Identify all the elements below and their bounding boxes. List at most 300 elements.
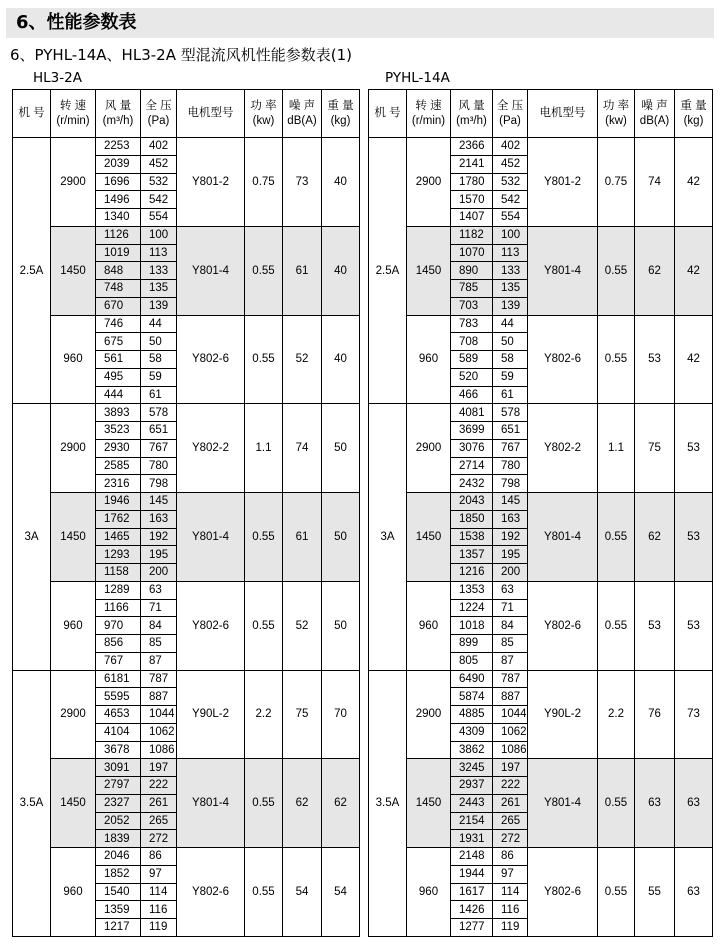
airflow-cell: 3699 — [451, 422, 493, 440]
airflow-cell: 1070 — [451, 244, 493, 262]
pressure-cell: 61 — [493, 386, 528, 404]
airflow-cell: 899 — [451, 635, 493, 653]
column-header — [675, 90, 713, 138]
pressure-cell: 44 — [493, 315, 528, 333]
pressure-cell: 85 — [141, 635, 177, 653]
weight-cell: 50 — [322, 404, 360, 493]
column-header-text: 功 率 — [602, 99, 630, 112]
pressure-cell: 542 — [493, 191, 528, 209]
power-cell: 0.75 — [598, 138, 635, 227]
column-header-text: (kw) — [605, 114, 627, 127]
table-row — [13, 670, 360, 688]
pressure-cell: 1062 — [493, 723, 528, 741]
performance-table-right — [368, 89, 713, 937]
table-row — [13, 848, 360, 866]
model-cell: 3A — [13, 404, 51, 670]
pressure-cell: 139 — [141, 297, 177, 315]
table-row — [13, 226, 360, 244]
table-row — [13, 581, 360, 599]
table-row — [369, 493, 713, 511]
column-header-text: 噪 声 — [288, 99, 316, 112]
airflow-cell: 1340 — [96, 209, 141, 227]
pressure-cell: 578 — [141, 404, 177, 422]
weight-cell: 53 — [675, 581, 713, 670]
column-header-text: 噪 声 — [641, 99, 668, 112]
power-cell: 0.55 — [245, 226, 283, 315]
noise-cell: 75 — [635, 404, 675, 493]
airflow-cell: 970 — [96, 617, 141, 635]
pressure-cell: 452 — [493, 155, 528, 173]
weight-cell: 40 — [322, 315, 360, 404]
pressure-cell: 100 — [141, 226, 177, 244]
section-title: 6、性能参数表 — [16, 12, 137, 33]
motor-cell: Y801-4 — [528, 759, 598, 848]
airflow-cell: 1353 — [451, 581, 493, 599]
airflow-cell: 4104 — [96, 723, 141, 741]
airflow-cell: 561 — [96, 351, 141, 369]
pressure-cell: 767 — [493, 439, 528, 457]
power-cell: 0.55 — [598, 493, 635, 582]
pressure-cell: 97 — [493, 865, 528, 883]
power-cell: 0.55 — [598, 848, 635, 937]
airflow-cell: 1839 — [96, 830, 141, 848]
pressure-cell: 200 — [141, 564, 177, 582]
airflow-cell: 675 — [96, 333, 141, 351]
speed-cell: 960 — [407, 315, 451, 404]
airflow-cell: 805 — [451, 652, 493, 670]
weight-cell: 40 — [322, 138, 360, 227]
airflow-cell: 2039 — [96, 155, 141, 173]
airflow-cell: 3862 — [451, 741, 493, 759]
airflow-cell: 2366 — [451, 138, 493, 156]
table-label-left: HL3-2A — [33, 70, 82, 86]
pressure-cell: 145 — [141, 493, 177, 511]
pressure-cell: 139 — [493, 297, 528, 315]
motor-cell: Y802-6 — [528, 581, 598, 670]
weight-cell: 54 — [322, 848, 360, 937]
pressure-cell: 59 — [141, 368, 177, 386]
airflow-cell: 2154 — [451, 812, 493, 830]
pressure-cell: 163 — [493, 510, 528, 528]
airflow-cell: 1158 — [96, 564, 141, 582]
speed-cell: 960 — [51, 848, 96, 937]
performance-table-left — [12, 89, 360, 937]
pressure-cell: 554 — [141, 209, 177, 227]
pressure-cell: 1044 — [493, 706, 528, 724]
speed-cell: 1450 — [407, 493, 451, 582]
motor-cell: Y802-6 — [177, 848, 245, 937]
pressure-cell: 780 — [141, 457, 177, 475]
column-header-text: dB(A) — [287, 114, 317, 127]
power-cell: 2.2 — [245, 670, 283, 759]
pressure-cell: 84 — [493, 617, 528, 635]
pressure-cell: 532 — [141, 173, 177, 191]
weight-cell: 50 — [322, 493, 360, 582]
pressure-cell: 787 — [141, 670, 177, 688]
pressure-cell: 1086 — [141, 741, 177, 759]
airflow-cell: 589 — [451, 351, 493, 369]
airflow-cell: 1426 — [451, 901, 493, 919]
pressure-cell: 63 — [141, 581, 177, 599]
airflow-cell: 2253 — [96, 138, 141, 156]
power-cell: 0.55 — [245, 759, 283, 848]
pressure-cell: 265 — [493, 812, 528, 830]
column-header-text: 机 号 — [18, 107, 45, 119]
airflow-cell: 2046 — [96, 848, 141, 866]
airflow-cell: 2930 — [96, 439, 141, 457]
pressure-cell: 163 — [141, 510, 177, 528]
pressure-cell: 135 — [493, 280, 528, 298]
model-cell: 2.5A — [13, 138, 51, 404]
airflow-cell: 4081 — [451, 404, 493, 422]
speed-cell: 960 — [407, 581, 451, 670]
pressure-cell: 402 — [493, 138, 528, 156]
power-cell: 0.55 — [598, 226, 635, 315]
table-label-right: PYHL-14A — [385, 70, 450, 86]
noise-cell: 73 — [283, 138, 322, 227]
power-cell: 0.55 — [598, 315, 635, 404]
airflow-cell: 767 — [96, 652, 141, 670]
noise-cell: 62 — [635, 493, 675, 582]
table-row — [369, 226, 713, 244]
airflow-cell: 2052 — [96, 812, 141, 830]
column-header-text: 重 量 — [327, 99, 354, 112]
airflow-cell: 746 — [96, 315, 141, 333]
column-header-text: (kw) — [252, 114, 275, 127]
pressure-cell: 50 — [141, 333, 177, 351]
noise-cell: 74 — [635, 138, 675, 227]
pressure-cell: 265 — [141, 812, 177, 830]
table-row — [13, 138, 360, 156]
airflow-cell: 6490 — [451, 670, 493, 688]
airflow-cell: 1946 — [96, 493, 141, 511]
model-cell: 3.5A — [369, 670, 407, 936]
speed-cell: 2900 — [51, 404, 96, 493]
table-row — [369, 670, 713, 688]
table-row — [13, 493, 360, 511]
pressure-cell: 798 — [141, 475, 177, 493]
airflow-cell: 2443 — [451, 794, 493, 812]
pressure-cell: 116 — [493, 901, 528, 919]
pressure-cell: 222 — [493, 777, 528, 795]
airflow-cell: 2585 — [96, 457, 141, 475]
pressure-cell: 86 — [141, 848, 177, 866]
pressure-cell: 402 — [141, 138, 177, 156]
weight-cell: 42 — [675, 226, 713, 315]
speed-cell: 1450 — [407, 759, 451, 848]
model-cell: 3A — [369, 404, 407, 670]
noise-cell: 55 — [635, 848, 675, 937]
header-row — [369, 90, 713, 138]
airflow-cell: 4885 — [451, 706, 493, 724]
pressure-cell: 532 — [493, 173, 528, 191]
airflow-cell: 2797 — [96, 777, 141, 795]
column-header — [369, 90, 407, 138]
weight-cell: 73 — [675, 670, 713, 759]
noise-cell: 63 — [635, 759, 675, 848]
airflow-cell: 6181 — [96, 670, 141, 688]
airflow-cell: 890 — [451, 262, 493, 280]
model-cell: 2.5A — [369, 138, 407, 404]
airflow-cell: 670 — [96, 297, 141, 315]
airflow-cell: 3678 — [96, 741, 141, 759]
pressure-cell: 578 — [493, 404, 528, 422]
column-header-text: (Pa) — [499, 114, 521, 127]
pressure-cell: 767 — [141, 439, 177, 457]
airflow-cell: 703 — [451, 297, 493, 315]
motor-cell: Y801-4 — [177, 493, 245, 582]
weight-cell: 42 — [675, 138, 713, 227]
power-cell: 0.55 — [245, 581, 283, 670]
column-header-text: 功 率 — [250, 99, 277, 112]
noise-cell: 61 — [283, 226, 322, 315]
pressure-cell: 50 — [493, 333, 528, 351]
airflow-cell: 1852 — [96, 865, 141, 883]
airflow-cell: 748 — [96, 280, 141, 298]
power-cell: 0.55 — [598, 759, 635, 848]
power-cell: 0.55 — [245, 315, 283, 404]
pressure-cell: 133 — [493, 262, 528, 280]
airflow-cell: 466 — [451, 386, 493, 404]
pressure-cell: 114 — [493, 883, 528, 901]
motor-cell: Y801-4 — [528, 493, 598, 582]
column-header — [407, 90, 451, 138]
airflow-cell: 1289 — [96, 581, 141, 599]
column-header-text: 电机型号 — [539, 107, 586, 119]
motor-cell: Y802-2 — [528, 404, 598, 493]
column-header — [96, 90, 141, 138]
power-cell: 2.2 — [598, 670, 635, 759]
pressure-cell: 61 — [141, 386, 177, 404]
airflow-cell: 1166 — [96, 599, 141, 617]
pressure-cell: 113 — [493, 244, 528, 262]
pressure-cell: 887 — [141, 688, 177, 706]
speed-cell: 1450 — [51, 493, 96, 582]
motor-cell: Y802-2 — [177, 404, 245, 493]
noise-cell: 61 — [283, 493, 322, 582]
airflow-cell: 856 — [96, 635, 141, 653]
column-header — [322, 90, 360, 138]
pressure-cell: 261 — [493, 794, 528, 812]
airflow-cell: 1277 — [451, 919, 493, 937]
motor-cell: Y801-2 — [177, 138, 245, 227]
pressure-cell: 1062 — [141, 723, 177, 741]
speed-cell: 2900 — [407, 138, 451, 227]
airflow-cell: 5874 — [451, 688, 493, 706]
column-header-text: 全 压 — [145, 99, 172, 112]
pressure-cell: 1086 — [493, 741, 528, 759]
speed-cell: 2900 — [407, 670, 451, 759]
weight-cell: 70 — [322, 670, 360, 759]
speed-cell: 960 — [51, 581, 96, 670]
column-header — [598, 90, 635, 138]
airflow-cell: 5595 — [96, 688, 141, 706]
weight-cell: 40 — [322, 226, 360, 315]
pressure-cell: 222 — [141, 777, 177, 795]
pressure-cell: 114 — [141, 883, 177, 901]
speed-cell: 1450 — [51, 759, 96, 848]
pressure-cell: 192 — [493, 528, 528, 546]
speed-cell: 1450 — [51, 226, 96, 315]
airflow-cell: 1696 — [96, 173, 141, 191]
speed-cell: 2900 — [51, 670, 96, 759]
motor-cell: Y802-6 — [528, 315, 598, 404]
airflow-cell: 520 — [451, 368, 493, 386]
column-header-text: 转 速 — [59, 99, 87, 112]
airflow-cell: 444 — [96, 386, 141, 404]
column-header-text: (kg) — [330, 114, 351, 127]
column-header-text: (r/min) — [56, 114, 90, 127]
airflow-cell: 1570 — [451, 191, 493, 209]
pressure-cell: 133 — [141, 262, 177, 280]
column-header — [528, 90, 598, 138]
airflow-cell: 1540 — [96, 883, 141, 901]
speed-cell: 2900 — [407, 404, 451, 493]
airflow-cell: 2043 — [451, 493, 493, 511]
column-header — [51, 90, 96, 138]
pressure-cell: 119 — [141, 919, 177, 937]
airflow-cell: 848 — [96, 262, 141, 280]
table-row — [369, 581, 713, 599]
pressure-cell: 59 — [493, 368, 528, 386]
column-header-text: (m³/h) — [456, 114, 487, 127]
pressure-cell: 71 — [493, 599, 528, 617]
power-cell: 0.75 — [245, 138, 283, 227]
weight-cell: 62 — [322, 759, 360, 848]
motor-cell: Y802-6 — [177, 581, 245, 670]
pressure-cell: 97 — [141, 865, 177, 883]
weight-cell: 42 — [675, 315, 713, 404]
weight-cell: 63 — [675, 759, 713, 848]
pressure-cell: 71 — [141, 599, 177, 617]
pressure-cell: 195 — [141, 546, 177, 564]
power-cell: 0.55 — [245, 848, 283, 937]
table-row — [369, 759, 713, 777]
airflow-cell: 2937 — [451, 777, 493, 795]
pressure-cell: 197 — [493, 759, 528, 777]
airflow-cell: 3076 — [451, 439, 493, 457]
speed-cell: 2900 — [51, 138, 96, 227]
column-header-text: 电机型号 — [187, 107, 234, 119]
column-header — [13, 90, 51, 138]
pressure-cell: 44 — [141, 315, 177, 333]
column-header — [493, 90, 528, 138]
pressure-cell: 452 — [141, 155, 177, 173]
power-cell: 1.1 — [598, 404, 635, 493]
pressure-cell: 1044 — [141, 706, 177, 724]
airflow-cell: 1407 — [451, 209, 493, 227]
pressure-cell: 798 — [493, 475, 528, 493]
pressure-cell: 787 — [493, 670, 528, 688]
column-header — [451, 90, 493, 138]
noise-cell: 52 — [283, 315, 322, 404]
column-header-text: 全 压 — [496, 99, 524, 112]
airflow-cell: 1217 — [96, 919, 141, 937]
table-row — [369, 138, 713, 156]
pressure-cell: 554 — [493, 209, 528, 227]
weight-cell: 63 — [675, 848, 713, 937]
motor-cell: Y801-4 — [177, 759, 245, 848]
airflow-cell: 3523 — [96, 422, 141, 440]
airflow-cell: 1762 — [96, 510, 141, 528]
column-header-text: dB(A) — [639, 114, 670, 127]
pressure-cell: 58 — [493, 351, 528, 369]
airflow-cell: 785 — [451, 280, 493, 298]
pressure-cell: 200 — [493, 564, 528, 582]
airflow-cell: 1465 — [96, 528, 141, 546]
section-header — [6, 8, 714, 38]
pressure-cell: 145 — [493, 493, 528, 511]
table-row — [369, 404, 713, 422]
airflow-cell: 1019 — [96, 244, 141, 262]
noise-cell: 76 — [635, 670, 675, 759]
airflow-cell: 1944 — [451, 865, 493, 883]
pressure-cell: 542 — [141, 191, 177, 209]
motor-cell: Y801-4 — [177, 226, 245, 315]
pressure-cell: 887 — [493, 688, 528, 706]
airflow-cell: 3245 — [451, 759, 493, 777]
motor-cell: Y90L-2 — [528, 670, 598, 759]
airflow-cell: 3091 — [96, 759, 141, 777]
pressure-cell: 63 — [493, 581, 528, 599]
pressure-cell: 87 — [493, 652, 528, 670]
column-header-text: 风 量 — [104, 99, 132, 112]
motor-cell: Y802-6 — [177, 315, 245, 404]
pressure-cell: 58 — [141, 351, 177, 369]
speed-cell: 960 — [51, 315, 96, 404]
pressure-cell: 261 — [141, 794, 177, 812]
column-header — [177, 90, 245, 138]
airflow-cell: 495 — [96, 368, 141, 386]
airflow-cell: 783 — [451, 315, 493, 333]
airflow-cell: 2148 — [451, 848, 493, 866]
power-cell: 1.1 — [245, 404, 283, 493]
airflow-cell: 2327 — [96, 794, 141, 812]
airflow-cell: 1357 — [451, 546, 493, 564]
airflow-cell: 2714 — [451, 457, 493, 475]
airflow-cell: 1126 — [96, 226, 141, 244]
pressure-cell: 272 — [493, 830, 528, 848]
column-header-text: (Pa) — [147, 114, 170, 127]
pressure-cell: 192 — [141, 528, 177, 546]
header-row — [13, 90, 360, 138]
table-row — [13, 759, 360, 777]
column-header — [283, 90, 322, 138]
column-header-text: 转 速 — [415, 99, 442, 112]
noise-cell: 54 — [283, 848, 322, 937]
pressure-cell: 86 — [493, 848, 528, 866]
pressure-cell: 651 — [141, 422, 177, 440]
column-header-text: 风 量 — [458, 99, 485, 112]
airflow-cell: 708 — [451, 333, 493, 351]
noise-cell: 74 — [283, 404, 322, 493]
airflow-cell: 1359 — [96, 901, 141, 919]
column-header — [141, 90, 177, 138]
noise-cell: 52 — [283, 581, 322, 670]
pressure-cell: 113 — [141, 244, 177, 262]
speed-cell: 1450 — [407, 226, 451, 315]
column-header — [245, 90, 283, 138]
column-header-text: 重 量 — [680, 99, 707, 112]
speed-cell: 960 — [407, 848, 451, 937]
airflow-cell: 1617 — [451, 883, 493, 901]
airflow-cell: 4653 — [96, 706, 141, 724]
airflow-cell: 4309 — [451, 723, 493, 741]
weight-cell: 53 — [675, 404, 713, 493]
noise-cell: 75 — [283, 670, 322, 759]
table-title: 6、PYHL-14A、HL3-2A 型混流风机性能参数表(1) — [10, 46, 352, 64]
pressure-cell: 116 — [141, 901, 177, 919]
